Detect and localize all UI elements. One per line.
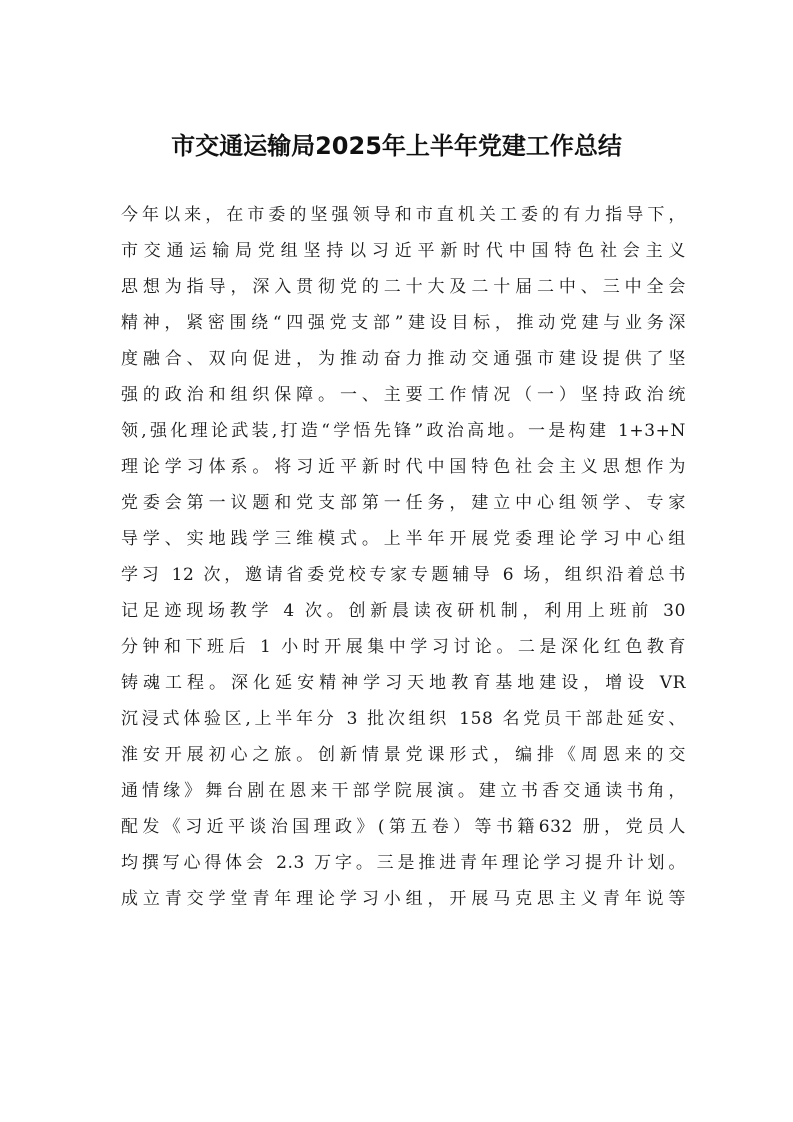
body-line: 沉浸式体验区,上半年分 3 批次组织 158 名党员干部赴延安、 — [121, 709, 686, 729]
body-line: 分钟和下班后 1 小时开展集中学习讨论。二是深化红色教育 — [121, 637, 686, 657]
document-body — [121, 197, 686, 917]
body-line: 学习 12 次，邀请省委党校专家专题辅导 6 场，组织沿着总书 — [121, 565, 686, 585]
document-title: 市交通运输局2025年上半年党建工作总结 — [171, 132, 622, 160]
body-line: 领,强化理论武装,打造“学悟先锋”政治高地。一是构建 1+3+N — [121, 421, 686, 441]
body-line: 导学、实地践学三维模式。上半年开展党委理论学习中心组 — [121, 529, 686, 549]
body-line: 思想为指导，深入贯彻党的二十大及二十届二中、三中全会 — [121, 277, 686, 297]
body-line: 今年以来，在市委的坚强领导和市直机关工委的有力指导下， — [121, 205, 686, 225]
body-line: 铸魂工程。深化延安精神学习天地教育基地建设，增设 VR — [121, 673, 686, 693]
body-line: 均撰写心得体会 2.3 万字。三是推进青年理论学习提升计划。 — [121, 853, 686, 873]
body-line: 配发《习近平谈治国理政》(第五卷）等书籍632 册，党员人 — [121, 817, 686, 837]
body-line: 精神，紧密围绕“四强党支部”建设目标，推动党建与业务深 — [121, 313, 686, 333]
body-line: 度融合、双向促进，为推动奋力推动交通强市建设提供了坚 — [121, 349, 686, 369]
body-line: 市交通运输局党组坚持以习近平新时代中国特色社会主义 — [121, 241, 686, 261]
body-line: 淮安开展初心之旅。创新情景党课形式，编排《周恩来的交 — [121, 745, 686, 765]
body-line: 党委会第一议题和党支部第一任务，建立中心组领学、专家 — [121, 493, 686, 513]
body-line: 记足迹现场教学 4 次。创新晨读夜研机制，利用上班前 30 — [121, 601, 686, 621]
body-line: 强的政治和组织保障。一、主要工作情况（一）坚持政治统 — [121, 385, 686, 405]
body-line: 理论学习体系。将习近平新时代中国特色社会主义思想作为 — [121, 457, 686, 477]
body-line: 通情缘》舞台剧在恩来干部学院展演。建立书香交通读书角， — [121, 781, 686, 801]
body-line: 成立青交学堂青年理论学习小组，开展马克思主义青年说等 — [121, 889, 686, 909]
